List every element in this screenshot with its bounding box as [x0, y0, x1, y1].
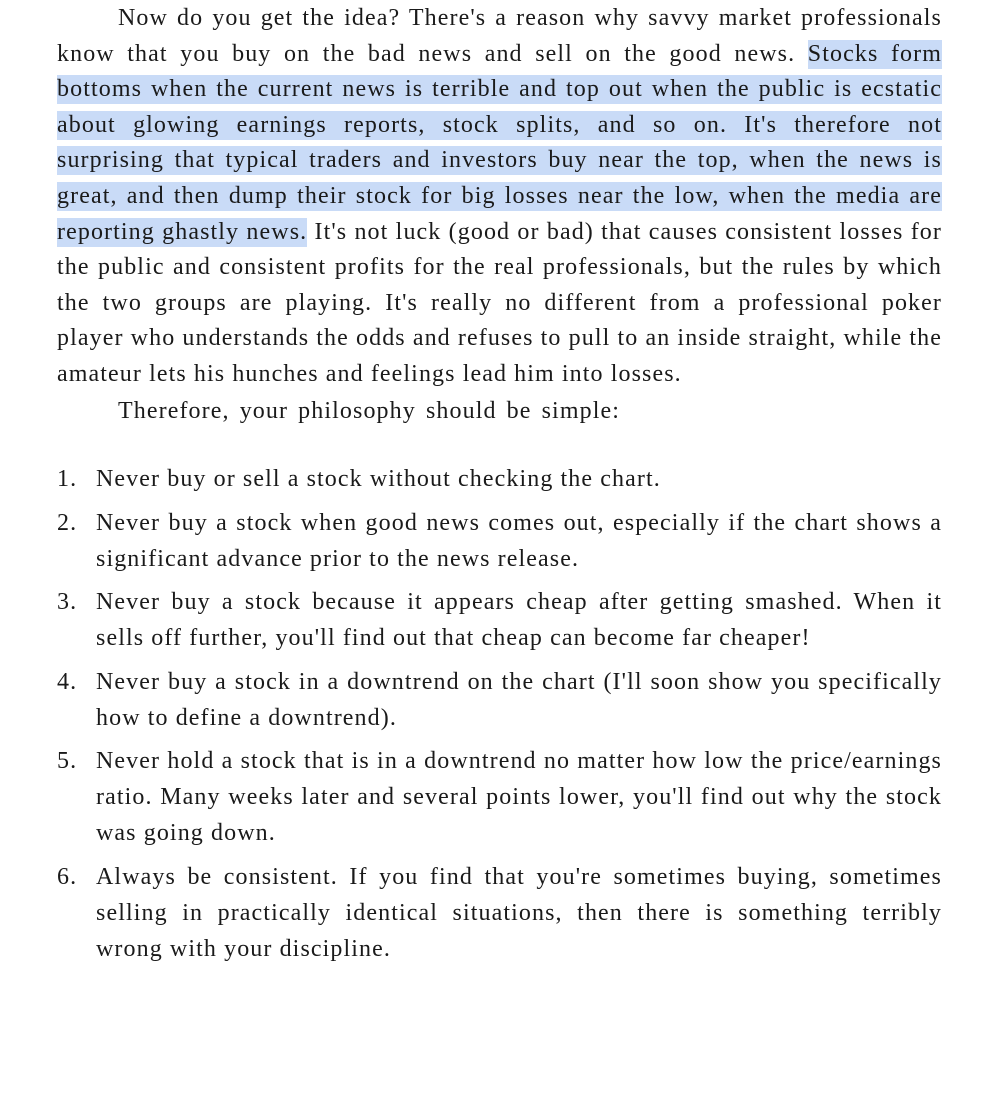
list-item-number: 4. [57, 668, 78, 695]
intro-paragraph[interactable] [57, 0, 942, 393]
list-item[interactable] [57, 743, 942, 851]
rules-list [57, 461, 942, 967]
list-item-text[interactable]: Never buy a stock because it appears cheap after getting smashed. When it sells off further, you'll find out that cheap can become far cheaper! [96, 589, 942, 652]
list-item-number: 1. [57, 466, 78, 493]
list-item-number: 6. [57, 863, 78, 890]
list-item[interactable] [57, 859, 942, 967]
paragraph-text-after[interactable]: It's not luck (good or bad) that causes consistent losses for the public and consistent profits for the real professionals, but the rules by which the two groups are playing. It's really no different from a professional poker player who understands the odds and refuses to pull to an inside straight, while the amateur lets his hunches and feelings lead him into losses. [57, 218, 942, 387]
list-item-number: 3. [57, 589, 78, 616]
highlighted-selection[interactable]: Stocks form bottoms when the current news is terrible and top out when the public is ecstatic about glowing earnings reports, stock splits, and so on. It's therefore not surprising that typical traders and investors buy near the top, when the news is great, and then dump their stock for big losses near the low, when the media are reporting ghastly news. [57, 40, 943, 245]
list-item[interactable] [57, 461, 942, 497]
list-item-text[interactable]: Never hold a stock that is in a downtrend no matter how low the price/earnings ratio. Many weeks later and several points lower, you'll find out why the stock was going down. [96, 748, 942, 847]
list-item[interactable] [57, 664, 942, 736]
paragraph-text-before[interactable]: Now do you get the idea? There's a reason why savvy market professionals know that you buy on the bad news and sell on the good news. [57, 5, 942, 67]
list-item-text[interactable]: Never buy or sell a stock without checking the chart. [96, 466, 661, 493]
list-item-text[interactable]: Never buy a stock when good news comes out, especially if the chart shows a significant advance prior to the news release. [96, 509, 942, 572]
philosophy-intro[interactable]: Therefore, your philosophy should be simple: [118, 397, 620, 424]
list-item[interactable] [57, 584, 942, 656]
list-item-text[interactable]: Never buy a stock in a downtrend on the chart (I'll soon show you specifically how to define a downtrend). [96, 668, 942, 731]
list-item-number: 5. [57, 748, 78, 775]
list-item-text[interactable]: Always be consistent. If you find that you're sometimes buying, sometimes selling in practically identical situations, then there is something terribly wrong with your discipline. [96, 863, 942, 962]
list-item-number: 2. [57, 509, 78, 536]
list-item[interactable] [57, 505, 942, 577]
